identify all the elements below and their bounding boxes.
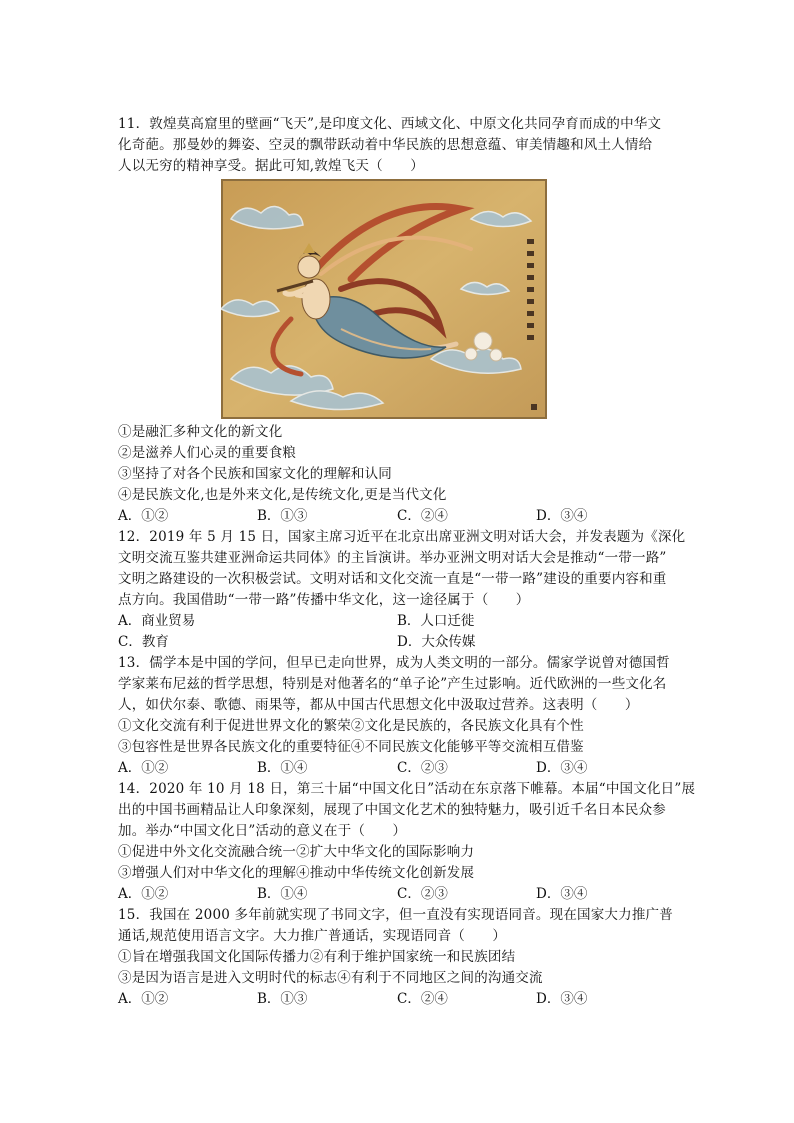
question-11-option-a[interactable]: A．①② xyxy=(118,508,169,524)
question-11-item-1: ①是融汇多种文化的新文化 xyxy=(118,424,283,440)
question-12-stem-line-3: 文明之路建设的一次积极尝试。文明对话和文化交流一直是“一带一路”建设的重要内容和重 xyxy=(118,571,667,587)
question-11-option-d[interactable]: D．③④ xyxy=(536,508,588,524)
question-13-stem-line-2: 学家莱布尼兹的哲学思想，特别是对他著名的“单子论”产生过影响。近代欧洲的一些文化名 xyxy=(118,676,667,692)
question-11-option-b[interactable]: B．①③ xyxy=(257,508,308,524)
question-11-stem-line-1: 11．敦煌莫高窟里的壁画“飞天”,是印度文化、西域文化、中原文化共同孕育而成的中华文 xyxy=(118,116,662,132)
question-14-option-d[interactable]: D．③④ xyxy=(536,886,588,902)
question-13-option-d[interactable]: D．③④ xyxy=(536,760,588,776)
question-14-option-b[interactable]: B．①④ xyxy=(257,886,308,902)
question-12-options-row-1 xyxy=(118,611,678,632)
question-11-option-c[interactable]: C．②④ xyxy=(397,508,448,524)
question-12-stem-line-2: 文明交流互鉴共建亚洲命运共同体》的主旨演讲。举办亚洲文明对话大会是推动“一带一路” xyxy=(118,550,667,566)
question-14-stem-line-2: 出的中国书画精品让人印象深刻，展现了中国文化艺术的独特魅力，吸引近千名日本民众参 xyxy=(118,802,666,818)
question-12-options-row-2 xyxy=(118,632,678,653)
question-13-option-a[interactable]: A．①② xyxy=(118,760,169,776)
question-11-stem-line-3: 人以无穷的精神享受。据此可知,敦煌飞天（ ） xyxy=(118,158,424,174)
feitian-mural-illustration xyxy=(221,179,547,419)
question-15-option-c[interactable]: C．②④ xyxy=(397,991,448,1007)
question-12-option-a[interactable]: A．商业贸易 xyxy=(118,613,196,629)
question-15-stem-line-2: 通话,规范使用语言文字。大力推广普通话，实现语同音（ ） xyxy=(118,928,507,944)
question-15-option-d[interactable]: D．③④ xyxy=(536,991,588,1007)
flower-1 xyxy=(474,332,492,350)
question-13-stem-line-3: 人，如伏尔泰、歌德、雨果等，都从中国古代思想文化中汲取过营养。这表明（ ） xyxy=(118,697,639,713)
question-11-item-2: ②是滋养人们心灵的重要食粮 xyxy=(118,445,297,461)
question-14-stem-line-1: 14．2020 年 10 月 18 日，第三十届“中国文化日”活动在东京落下帷幕。本届“中国文化日”展 xyxy=(118,781,696,797)
question-15-item-row-1: ①旨在增强我国文化国际传播力②有利于维护国家统一和民族团结 xyxy=(118,949,516,965)
question-14-option-a[interactable]: A．①② xyxy=(118,886,169,902)
exam-page xyxy=(118,114,696,1010)
question-11-stem-line-2: 化奇葩。那曼妙的舞姿、空灵的飘带跃动着中华民族的思想意蕴、审美情趣和风土人情给 xyxy=(118,137,653,153)
question-12-stem-line-4: 点方向。我国借助“一带一路”传播中华文化，这一途径属于（ ） xyxy=(118,592,530,608)
question-15-option-a[interactable]: A．①② xyxy=(118,991,169,1007)
question-14-stem-line-3: 加。举办“中国文化日”活动的意义在于（ ） xyxy=(118,823,407,839)
question-12-option-b[interactable]: B．人口迁徙 xyxy=(397,613,475,629)
question-13-option-c[interactable]: C．②③ xyxy=(397,760,448,776)
question-11-options xyxy=(118,506,678,527)
question-13-stem-line-1: 13．儒学本是中国的学问，但早已走向世界，成为人类文明的一部分。儒家学说曾对德国哲 xyxy=(118,655,670,671)
question-14-item-row-2: ③增强人们对中华文化的理解④推动中华传统文化创新发展 xyxy=(118,865,475,881)
question-14 xyxy=(118,779,696,905)
feitian-mural-image xyxy=(221,179,547,419)
question-14-item-row-1: ①促进中外文化交流融合统一②扩大中华文化的国际影响力 xyxy=(118,844,475,860)
question-11-item-3: ③坚持了对各个民族和国家文化的理解和认同 xyxy=(118,466,392,482)
question-12-option-d[interactable]: D．大众传媒 xyxy=(397,634,476,650)
question-12-option-c[interactable]: C．教育 xyxy=(118,634,169,650)
question-13-item-row-1: ①文化交流有利于促进世界文化的繁荣②文化是民族的，各民族文化具有个性 xyxy=(118,718,584,734)
flower-3 xyxy=(490,349,502,361)
question-12 xyxy=(118,527,686,653)
question-12-stem-line-1: 12．2019 年 5 月 15 日，国家主席习近平在北京出席亚洲文明对话大会，并发表题为《深化 xyxy=(118,529,686,545)
question-13-options xyxy=(118,758,678,779)
flower-2 xyxy=(465,348,477,360)
question-13-option-b[interactable]: B．①④ xyxy=(257,760,308,776)
question-15-stem-line-1: 15．我国在 2000 多年前就实现了书同文字，但一直没有实现语同音。现在国家大力推广普 xyxy=(118,907,673,923)
question-15-options xyxy=(118,989,678,1010)
question-13 xyxy=(118,653,678,779)
question-13-item-row-2: ③包容性是世界各民族文化的重要特征④不同民族文化能够平等交流相互借鉴 xyxy=(118,739,584,755)
question-14-option-c[interactable]: C．②③ xyxy=(397,886,448,902)
torso xyxy=(302,279,330,319)
question-15-option-b[interactable]: B．①③ xyxy=(257,991,308,1007)
question-11-item-4: ④是民族文化,也是外来文化,是传统文化,更是当代文化 xyxy=(118,487,447,503)
question-15 xyxy=(118,905,678,1010)
question-15-item-row-2: ③是因为语言是进入文明时代的标志④有利于不同地区之间的沟通交流 xyxy=(118,970,543,986)
question-14-options xyxy=(118,884,678,905)
head xyxy=(298,256,320,278)
question-11 xyxy=(118,114,678,527)
